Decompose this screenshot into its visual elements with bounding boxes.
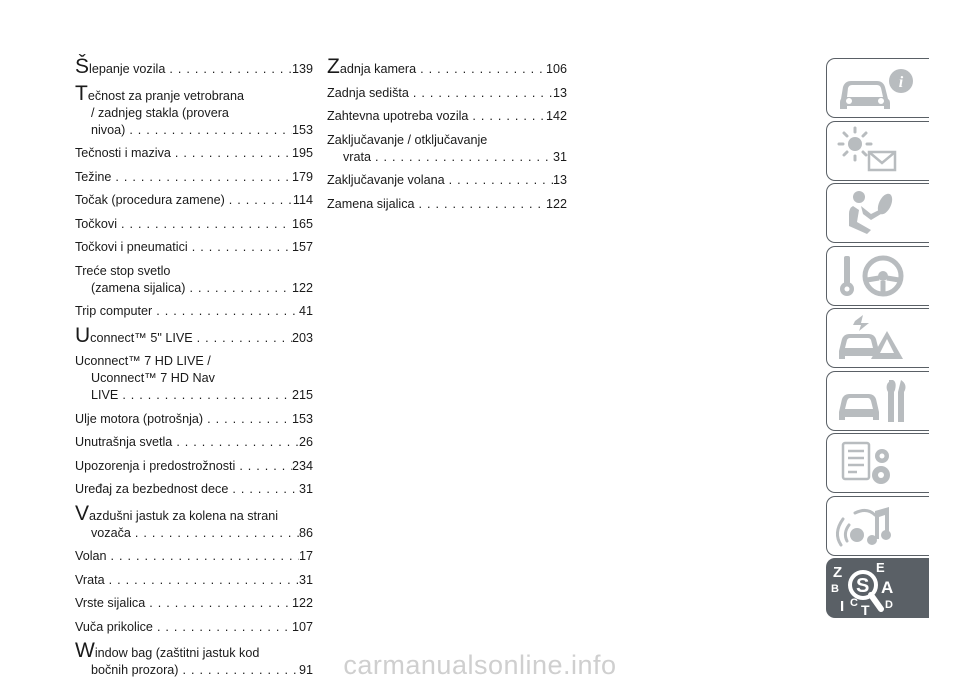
- seat-airbag-icon: [827, 184, 928, 241]
- car-info-icon: [827, 59, 928, 116]
- dot-leader: [416, 61, 546, 78]
- dot-leader: [225, 192, 293, 209]
- index-entry[interactable]: [75, 595, 313, 612]
- index-entry-text: Zaključavanje / otključavanje: [327, 132, 488, 147]
- page-number: 157: [291, 240, 313, 254]
- dot-leader: [203, 411, 292, 428]
- index-entry-text: Točkovi i pneumatici: [75, 240, 188, 254]
- index-entry[interactable]: [327, 55, 567, 78]
- index-entry[interactable]: [75, 239, 313, 256]
- watermark: carmanualsonline.info: [343, 650, 617, 680]
- page-number: 86: [298, 525, 313, 540]
- index-letter-s: S: [856, 575, 870, 597]
- index-entry-text: Trip computer: [75, 304, 153, 318]
- index-letter-a: A: [881, 578, 894, 597]
- dot-leader: [153, 619, 292, 636]
- dot-leader: [193, 330, 292, 347]
- index-entry-text: Zamena sijalica: [327, 196, 415, 211]
- car-crash-warning-icon: [827, 309, 928, 366]
- index-entry-text: Zahtevna upotreba vozila: [327, 109, 469, 123]
- page-number: 234: [291, 458, 313, 473]
- page-number: 41: [298, 304, 313, 318]
- index-entry[interactable]: [75, 263, 313, 297]
- index-entry[interactable]: [75, 548, 313, 565]
- index-entry[interactable]: [75, 145, 313, 162]
- car-wrench-icon: [827, 372, 928, 429]
- dot-leader: [468, 108, 546, 125]
- svg-text:i: i: [898, 74, 904, 91]
- page-number: 215: [291, 388, 313, 402]
- index-entry[interactable]: [327, 108, 567, 125]
- index-entry[interactable]: [75, 323, 313, 347]
- specs-gear-icon: [827, 434, 928, 491]
- index-entry-text: Ulje motora (potrošnja): [75, 411, 204, 426]
- index-entry-text: Zadnja kamera: [327, 55, 417, 78]
- index-entry-text: Uconnect™ 7 HD LIVE /: [75, 354, 211, 368]
- index-entry-text: nivoa): [91, 122, 126, 137]
- index-entry-text: Vuča prikolice: [75, 619, 153, 634]
- dot-leader: [131, 525, 299, 542]
- page-number: 139: [291, 62, 313, 76]
- index-entry[interactable]: [75, 303, 313, 320]
- tab-multimedia[interactable]: [826, 496, 929, 556]
- dot-leader: [118, 387, 292, 404]
- key-steering-wheel-icon: [827, 247, 928, 304]
- index-entry-text: / zadnjeg stakla (provera: [91, 105, 229, 120]
- index-letter-i: I: [840, 598, 845, 615]
- index-entry-text: Zaključavanje volana: [327, 173, 445, 187]
- page-number: 91: [298, 663, 313, 677]
- index-entry-text: Šlepanje vozila: [75, 55, 166, 78]
- dot-leader: [415, 196, 546, 213]
- index-letter-c: C: [850, 597, 858, 609]
- index-letter-z: Z: [833, 564, 843, 581]
- index-entry[interactable]: [327, 196, 567, 213]
- index-entry[interactable]: [327, 132, 567, 166]
- index-entry[interactable]: [75, 481, 313, 498]
- page-number: 114: [292, 193, 313, 207]
- page-number: 31: [298, 572, 313, 587]
- index-entry[interactable]: [75, 572, 313, 589]
- index-entry[interactable]: [75, 411, 313, 428]
- page-number: 31: [298, 482, 313, 496]
- index-entry-text: Window bag (zaštitni jastuk kod: [75, 639, 260, 662]
- dot-leader: [105, 572, 299, 589]
- index-entry-text: Tečnosti i maziva: [75, 146, 171, 160]
- index-entry-text: Vazdušni jastuk za kolena na strani: [75, 501, 279, 525]
- page-number: 122: [545, 196, 567, 211]
- page-number: 122: [291, 596, 313, 610]
- index-entry-text: vrata: [343, 149, 371, 164]
- index-entry[interactable]: [75, 81, 313, 139]
- dot-leader: [125, 122, 292, 139]
- index-entry-text: LIVE: [91, 388, 119, 402]
- dot-leader: [445, 172, 553, 189]
- index-column-left: [75, 56, 313, 686]
- alphabetical-index-icon: [827, 559, 928, 616]
- index-entry-text: Zadnja sedišta: [327, 85, 409, 100]
- dot-leader: [117, 216, 292, 233]
- page-number: 107: [291, 619, 313, 634]
- index-entry-text: Unutrašnja svetla: [75, 435, 173, 449]
- index-entry-text: Treće stop svetlo: [75, 263, 171, 278]
- dot-leader: [185, 280, 292, 297]
- page-number: 153: [291, 122, 313, 137]
- page-number: 13: [552, 85, 567, 100]
- index-entry[interactable]: [75, 192, 313, 209]
- index-entry-text: Upozorenja i predostrožnosti: [75, 458, 236, 473]
- index-entry-text: Točkovi: [75, 216, 117, 231]
- index-entry[interactable]: [75, 619, 313, 636]
- index-entry[interactable]: [75, 458, 313, 475]
- warning-light-envelope-icon: [827, 122, 928, 179]
- index-letter-b: B: [831, 583, 839, 595]
- index-entry[interactable]: [75, 501, 313, 542]
- chapter-tabs: [826, 58, 929, 621]
- tab-maintenance[interactable]: [826, 371, 929, 431]
- index-letter-e: E: [876, 560, 885, 575]
- dot-leader: [172, 434, 299, 451]
- tab-emergency[interactable]: [826, 308, 929, 368]
- dot-leader: [152, 303, 299, 320]
- index-entry-text: (zamena sijalica): [91, 280, 186, 295]
- index-entry-text: vozača: [91, 525, 131, 540]
- index-entry-text: Uređaj za bezbednost dece: [75, 482, 229, 496]
- index-entry[interactable]: [75, 169, 313, 186]
- tab-starting-driving[interactable]: [826, 246, 929, 306]
- page-number: 106: [545, 62, 567, 76]
- index-column-right: [327, 56, 567, 219]
- page-number: 122: [291, 280, 313, 295]
- index-entry-text: Vrata: [75, 572, 105, 587]
- tab-dashboard[interactable]: [826, 58, 929, 118]
- dot-leader: [165, 61, 292, 78]
- index-entry-text: Uconnect™ 7 HD Nav: [91, 371, 215, 385]
- index-entry[interactable]: [75, 434, 313, 451]
- page-number: 165: [291, 216, 313, 231]
- page-number: 203: [291, 330, 313, 345]
- page-number: 195: [291, 146, 313, 160]
- index-entry-text: Tečnost za pranje vetrobrana: [75, 81, 244, 105]
- dot-leader: [107, 548, 299, 565]
- dot-leader: [111, 169, 292, 186]
- dot-leader: [188, 239, 292, 256]
- index-entry-text: Uconnect™ 5" LIVE: [75, 323, 193, 347]
- tab-technical-data[interactable]: [826, 433, 929, 493]
- page-number: 26: [298, 435, 313, 449]
- dot-leader: [409, 85, 553, 102]
- dot-leader: [235, 458, 292, 475]
- index-entry[interactable]: [75, 55, 313, 78]
- index-letter-d: D: [885, 599, 893, 611]
- page-number: 179: [291, 169, 313, 184]
- page-number: 17: [298, 549, 313, 563]
- index-entry[interactable]: [327, 172, 567, 189]
- index-entry[interactable]: [75, 216, 313, 233]
- tab-safety[interactable]: [826, 183, 929, 243]
- index-entry-text: Volan: [75, 549, 107, 563]
- index-entry-text: Vrste sijalica: [75, 596, 146, 610]
- page-number: 31: [552, 149, 567, 164]
- tab-warnings[interactable]: [826, 121, 929, 181]
- tab-index[interactable]: [826, 558, 929, 618]
- index-entry-text: Težine: [75, 169, 112, 184]
- dot-leader: [228, 481, 299, 498]
- page-number: 153: [291, 411, 313, 426]
- index-letter-t: T: [861, 602, 870, 616]
- dot-leader: [171, 145, 292, 162]
- index-entry-text: Točak (procedura zamene): [75, 193, 225, 207]
- index-entry[interactable]: [75, 353, 313, 404]
- page-number: 13: [552, 173, 567, 187]
- index-entry-text: bočnih prozora): [91, 663, 179, 677]
- index-entry[interactable]: [327, 85, 567, 102]
- dot-leader: [145, 595, 292, 612]
- dot-leader: [371, 149, 553, 166]
- page-number: 142: [545, 109, 567, 123]
- multimedia-icon: [827, 497, 928, 554]
